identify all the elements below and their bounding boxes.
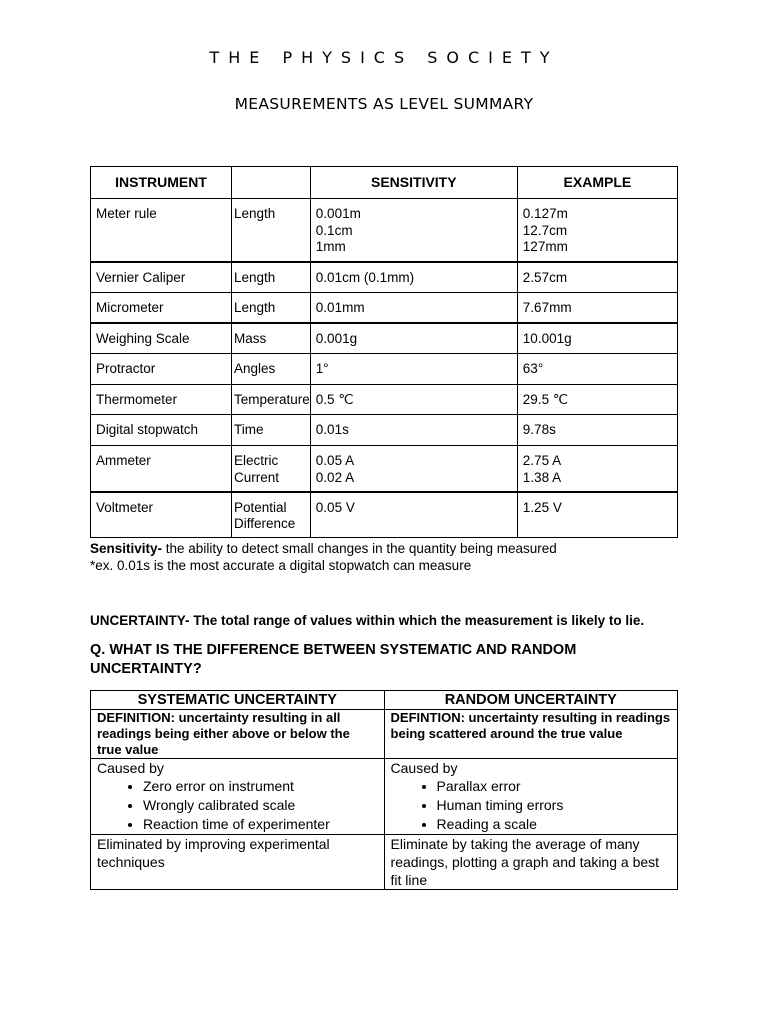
random-definition: DEFINTION: uncertainty resulting in readings being scattered around the true value [384, 710, 677, 759]
page-subtitle: MEASUREMENTS AS LEVEL SUMMARY [234, 95, 534, 113]
sensitivity-term: Sensitivity- [90, 541, 163, 556]
instrument-cell: Meter rule [91, 199, 232, 262]
page-title: THE PHYSICS SOCIETY [209, 48, 559, 67]
quantity-cell: Angles [232, 354, 311, 385]
table-row [91, 446, 678, 492]
sensitivity-definition: the ability to detect small changes in the quantity being measured [162, 541, 557, 556]
example-cell: 9.78s [517, 415, 677, 446]
list-item: • Human timing errors [437, 796, 671, 815]
uncertainty-comparison-table [90, 690, 678, 890]
example-cell: 29.5 ℃ [517, 385, 677, 415]
comparison-header-row [91, 691, 678, 710]
elimination-row [91, 835, 678, 890]
instrument-cell: Weighing Scale [91, 323, 232, 354]
systematic-causes-list [97, 777, 378, 834]
example-cell: 2.75 A 1.38 A [517, 446, 677, 492]
sensitivity-cell: 0.001m 0.1cm 1mm [310, 199, 517, 262]
list-item: • Zero error on instrument [143, 777, 378, 796]
header-sensitivity: SENSITIVITY [310, 167, 517, 199]
sensitivity-cell: 0.5 ℃ [310, 385, 517, 415]
table-row [91, 354, 678, 385]
random-causes-list [391, 777, 671, 834]
instrument-cell: Voltmeter [91, 492, 232, 538]
instrument-cell: Vernier Caliper [91, 262, 232, 293]
sensitivity-note [90, 540, 557, 574]
definition-row [91, 710, 678, 759]
uncertainty-definition: UNCERTAINTY- The total range of values within which the measurement is likely to lie. [90, 613, 645, 628]
table-row [91, 293, 678, 323]
sensitivity-cell: 0.01cm (0.1mm) [310, 262, 517, 293]
quantity-cell: Potential Difference [232, 492, 311, 538]
systematic-definition: DEFINITION: uncertainty resulting in all readings being either above or below the true value [91, 710, 385, 759]
systematic-causes-cell [91, 759, 385, 835]
list-item: • Reading a scale [437, 815, 671, 834]
table-row [91, 492, 678, 538]
sensitivity-example: *ex. 0.01s is the most accurate a digital stopwatch can measure [90, 558, 472, 573]
quantity-cell: Temperature [232, 385, 311, 415]
table-row [91, 415, 678, 446]
caused-by-label: Caused by [97, 760, 164, 776]
example-cell: 63° [517, 354, 677, 385]
random-elimination: Eliminate by taking the average of many readings, plotting a graph and taking a best fit line [384, 835, 677, 890]
header-instrument: INSTRUMENT [91, 167, 232, 199]
quantity-cell: Electric Current [232, 446, 311, 492]
sensitivity-definition-line [90, 540, 557, 557]
sensitivity-cell: 0.01mm [310, 293, 517, 323]
example-cell: 0.127m 12.7cm 127mm [517, 199, 677, 262]
causes-row [91, 759, 678, 835]
sensitivity-cell: 0.05 A 0.02 A [310, 446, 517, 492]
quantity-cell: Length [232, 199, 311, 262]
sensitivity-cell: 0.05 V [310, 492, 517, 538]
instrument-table [90, 166, 678, 538]
list-item: • Parallax error [437, 777, 671, 796]
instrument-cell: Ammeter [91, 446, 232, 492]
quantity-cell: Time [232, 415, 311, 446]
example-cell: 7.67mm [517, 293, 677, 323]
instrument-cell: Digital stopwatch [91, 415, 232, 446]
quantity-cell: Length [232, 293, 311, 323]
question-heading: Q. WHAT IS THE DIFFERENCE BETWEEN SYSTEMATIC AND RANDOM UNCERTAINTY? [90, 642, 577, 677]
instrument-cell: Thermometer [91, 385, 232, 415]
sensitivity-cell: 0.01s [310, 415, 517, 446]
header-random: RANDOM UNCERTAINTY [384, 691, 677, 710]
quantity-cell: Mass [232, 323, 311, 354]
instrument-cell: Protractor [91, 354, 232, 385]
list-item: • Wrongly calibrated scale [143, 796, 378, 815]
table-row [91, 262, 678, 293]
sensitivity-cell: 1° [310, 354, 517, 385]
example-cell: 2.57cm [517, 262, 677, 293]
instrument-cell: Micrometer [91, 293, 232, 323]
table-row [91, 323, 678, 354]
header-example: EXAMPLE [517, 167, 677, 199]
table-row [91, 199, 678, 262]
random-causes-cell [384, 759, 677, 835]
header-quantity [232, 167, 311, 199]
sensitivity-cell: 0.001g [310, 323, 517, 354]
list-item: • Reaction time of experimenter [143, 815, 378, 834]
instrument-table-header [91, 167, 678, 199]
systematic-elimination: Eliminated by improving experimental techniques [91, 835, 385, 890]
caused-by-label: Caused by [390, 760, 458, 776]
example-cell: 1.25 V [517, 492, 677, 538]
header-systematic: SYSTEMATIC UNCERTAINTY [91, 691, 385, 710]
quantity-cell: Length [232, 262, 311, 293]
example-cell: 10.001g [517, 323, 677, 354]
table-row [91, 385, 678, 415]
